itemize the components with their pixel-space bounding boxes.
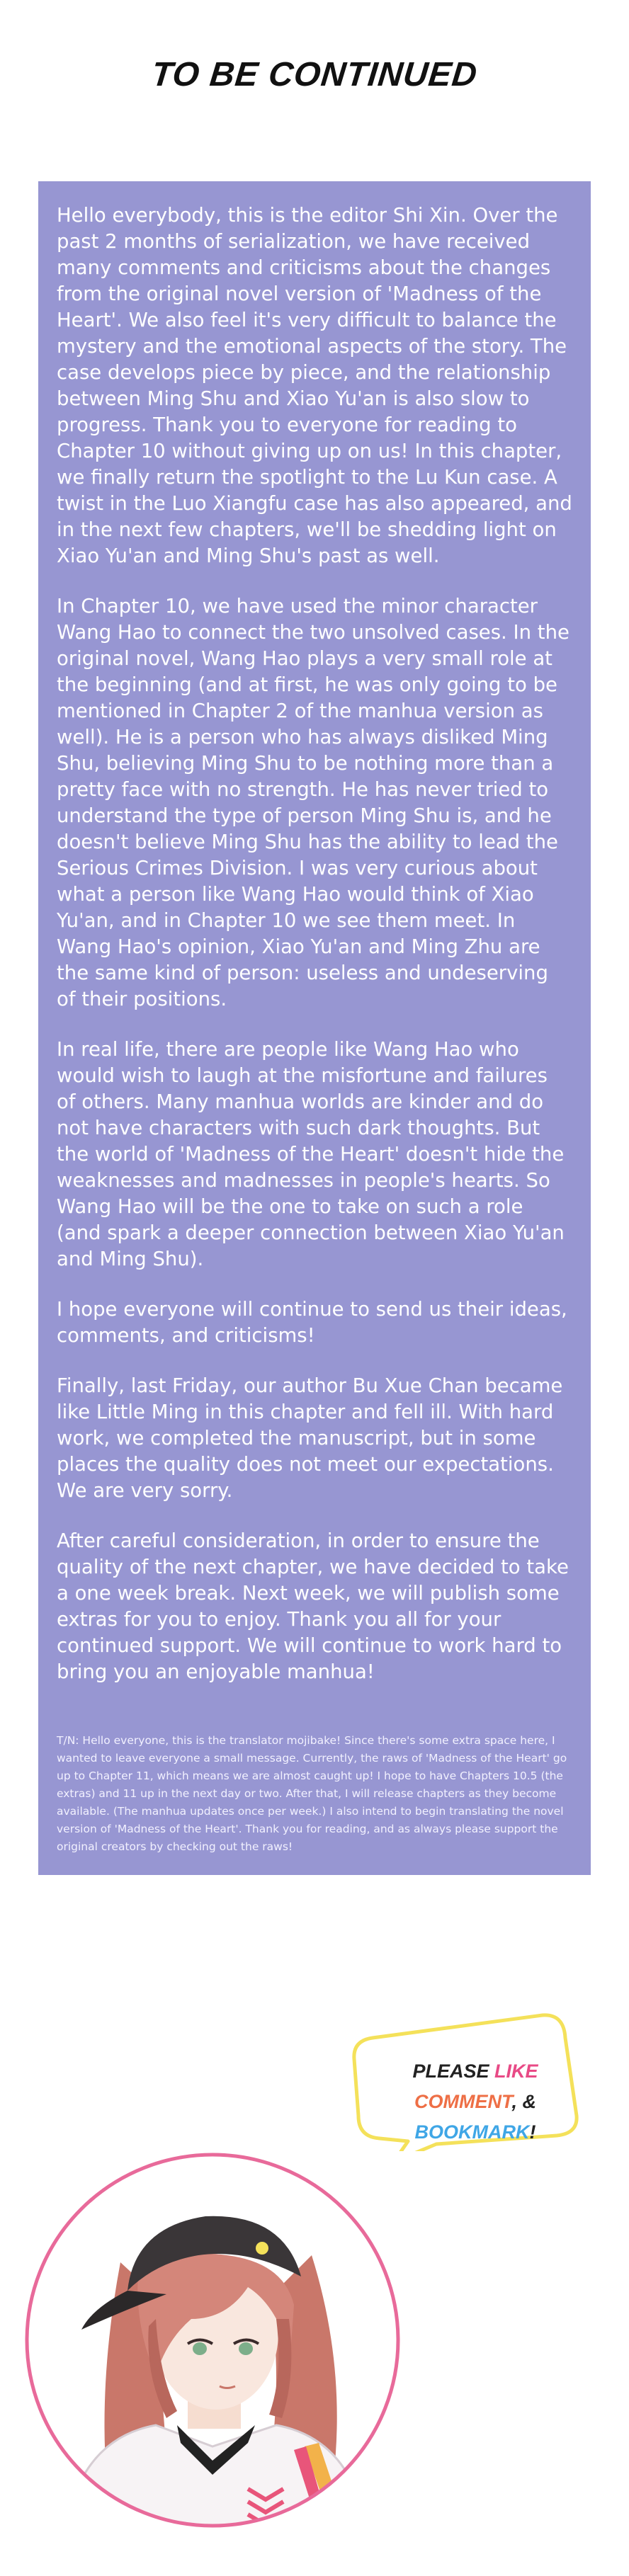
comment-word: COMMENT	[414, 2091, 512, 2112]
editor-paragraph: After careful consideration, in order to ensure the quality of the next chapter, we have decided to take a one week break. Next week, we will publish some extras for you to enjoy. Thank you all for your continued support. We will continue to work hard to bring you an enjoyable manhua!	[57, 1529, 569, 1683]
editor-paragraph: Finally, last Friday, our author Bu Xue Chan became like Little Ming in this chapter and fell ill. With hard work, we completed the manuscript, but in some places the quality does not meet our expectations. We are very sorry.	[57, 1374, 563, 1502]
editor-paragraph: Hello everybody, this is the editor Shi Xin. Over the past 2 months of serialization, we have received many comments and criticisms about the changes from the original novel version of 'Madness of the Heart'. We also feel it's very difficult to balance the mystery and the emotional aspects of the story. The case develops piece by piece, and the relationship between Ming Shu and Xiao Yu'an is also slow to progress. Thank you to everyone for reading to Chapter 10 without giving up on us! In this chapter, we finally return the spotlight to the Lu Kun case. A twist in the Luo Xiangfu case has also appeared, and in the next few chapters, we'll be shedding light on Xiao Yu'an and Ming Shu's past as well.	[57, 204, 572, 567]
editor-paragraph: I hope everyone will continue to send us their ideas, comments, and criticisms!	[57, 1298, 567, 1347]
please-word: PLEASE	[412, 2061, 489, 2082]
editor-note-panel	[38, 181, 591, 1875]
exclamation: !	[529, 2121, 536, 2143]
character-avatar	[14, 2142, 411, 2538]
translator-note: T/N: Hello everyone, this is the translator mojibake! Since there's some extra space here, I wanted to leave everyone a small message. Currently, the raws of 'Madness of the Heart' go up to Chapter 11, which means we are almost caught up! I hope to have Chapters 10.5 (the extras) and 11 up in the next day or two. After that, I will release chapters as they become available. (The manhua updates once per week.) I also intend to begin translating the novel version of 'Madness of the Heart'. Thank you for reading, and as always please support the original creators by checking out the raws!	[57, 1734, 567, 1853]
editor-paragraph: In Chapter 10, we have used the minor character Wang Hao to connect the two unsolved cases. In the original novel, Wang Hao plays a very small role at the beginning (and at first, he was only going to be mentioned in Chapter 2 of the manhua version as well). He is a person who has always disliked Ming Shu, believing Ming Shu to be nothing more than a pretty face with no strength. He has never tried to understand the type of person Ming Shu is, and he doesn't believe Ming Shu has the ability to lead the Serious Crimes Division. I was very curious about what a person like Wang Hao would think of Xiao Yu'an, and in Chapter 10 we see them meet. In Wang Hao's opinion, Xiao Yu'an and Ming Zhu are the same kind of person: useless and undeserving of their positions.	[57, 595, 570, 1010]
like-word: LIKE	[494, 2061, 538, 2082]
editor-paragraph: In real life, there are people like Wang Hao who would wish to laugh at the misfortune and failures of others. Many manhua worlds are kinder and do not have characters with such dark thoughts. But the world of 'Madness of the Heart' doesn't hide the weaknesses and madnesses in people's hearts. So Wang Hao will be the one to take on such a role (and spark a deeper connection between Xiao Yu'an and Ming Shu).	[57, 1038, 565, 1270]
page-title: TO BE CONTINUED	[149, 56, 480, 93]
bookmark-word: BOOKMARK	[414, 2121, 530, 2143]
speech-bubble-text	[394, 2056, 557, 2148]
amp-word: , &	[511, 2091, 536, 2112]
